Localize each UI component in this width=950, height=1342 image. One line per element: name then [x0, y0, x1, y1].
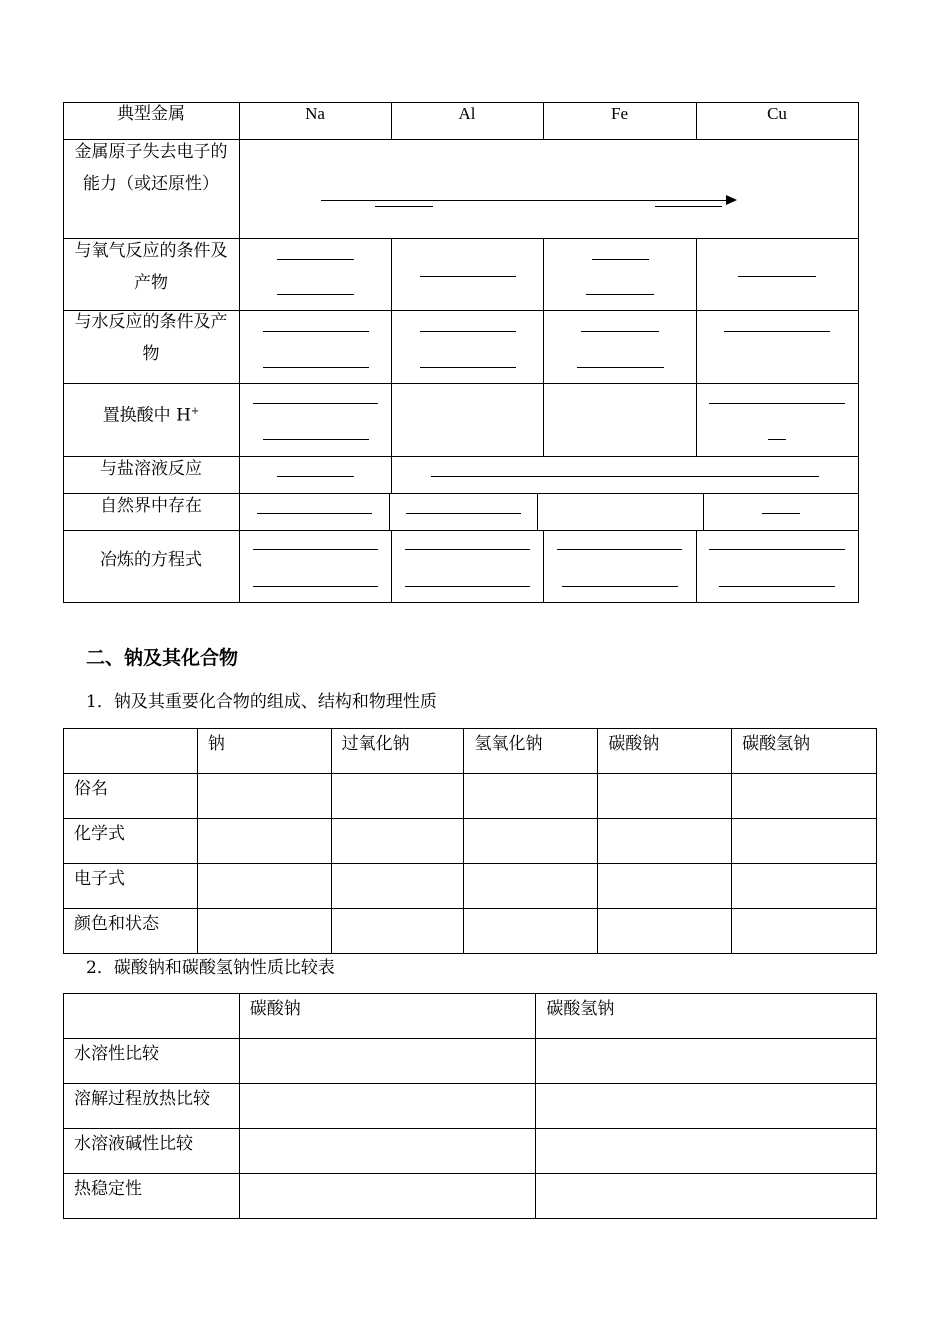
acid-label-sup: + — [190, 406, 200, 417]
arrow-head-icon — [726, 195, 737, 205]
table-row — [64, 1129, 877, 1174]
table-cell[interactable] — [536, 1084, 877, 1129]
oxygen-fe-blank-1 — [592, 259, 649, 260]
table-row — [64, 1174, 877, 1219]
header-cell-sodium-bicarbonate: 碳酸氢钠 — [732, 729, 877, 774]
table-cell[interactable] — [331, 774, 464, 819]
table-cell[interactable] — [598, 819, 732, 864]
oxygen-al-blank — [420, 276, 516, 277]
row-label-smelt: 冶炼的方程式 — [100, 550, 202, 570]
ability-blank-right — [655, 206, 722, 207]
subheading-2: 2．碳酸钠和碳酸氢钠性质比较表 — [86, 958, 335, 978]
table-row — [64, 1084, 877, 1129]
sodium-compounds-table — [63, 728, 877, 954]
header-cell-sodium-bicarbonate: 碳酸氢钠 — [536, 994, 877, 1039]
row-label-thermal-stability: 热稳定性 — [64, 1174, 240, 1219]
table-cell[interactable] — [197, 774, 331, 819]
row-label-solubility: 水溶性比较 — [64, 1039, 240, 1084]
row-label-oxygen: 与氧气反应的条件及产物 — [74, 241, 228, 293]
row-label-alkalinity: 水溶液碱性比较 — [64, 1129, 240, 1174]
row-label-electron-formula: 电子式 — [64, 864, 198, 909]
table-cell[interactable] — [239, 1084, 536, 1129]
smelt-fe-blank-1 — [557, 549, 682, 550]
header-cell-sodium-carbonate: 碳酸钠 — [239, 994, 536, 1039]
header-fe: Fe — [611, 104, 628, 123]
water-fe-blank-1 — [581, 331, 659, 332]
oxygen-cu-blank — [738, 276, 816, 277]
table-header-row — [64, 729, 877, 774]
table-cell[interactable] — [464, 819, 598, 864]
header-cell-sodium-peroxide: 过氧化钠 — [331, 729, 464, 774]
row-label-salt: 与盐溶液反应 — [100, 459, 202, 479]
water-cu-blank — [724, 331, 830, 332]
smelt-na-blank-1 — [253, 549, 378, 550]
table-cell[interactable] — [197, 819, 331, 864]
table-cell[interactable] — [464, 774, 598, 819]
oxygen-na-blank-1 — [277, 259, 354, 260]
header-typical-metal: 典型金属 — [117, 104, 185, 124]
table-cell[interactable] — [331, 819, 464, 864]
header-na: Na — [305, 104, 325, 123]
table-row — [64, 819, 877, 864]
table-cell[interactable] — [536, 1129, 877, 1174]
table-cell[interactable] — [331, 864, 464, 909]
water-na-blank-2 — [263, 367, 369, 368]
smelt-cu-blank-1 — [709, 549, 845, 550]
header-al: Al — [458, 104, 476, 123]
table-row — [64, 864, 877, 909]
table-row — [64, 1039, 877, 1084]
table-cell[interactable] — [732, 909, 877, 954]
header-cell-sodium-hydroxide: 氢氧化钠 — [464, 729, 598, 774]
table-row — [64, 909, 877, 954]
table-cell[interactable] — [732, 774, 877, 819]
water-na-blank-1 — [263, 331, 369, 332]
header-cell-sodium-carbonate: 碳酸钠 — [598, 729, 732, 774]
acid-na-blank-1 — [253, 403, 378, 404]
table-header-row — [64, 994, 877, 1039]
acid-cu-blank-2 — [768, 439, 786, 440]
nature-na-blank — [257, 513, 372, 514]
table-cell[interactable] — [536, 1174, 877, 1219]
nature-al-blank — [406, 513, 521, 514]
acid-na-blank-2 — [263, 439, 369, 440]
table-cell[interactable] — [732, 864, 877, 909]
water-al-blank-1 — [420, 331, 516, 332]
table-cell[interactable] — [239, 1129, 536, 1174]
table-cell[interactable] — [239, 1174, 536, 1219]
salt-others-blank — [431, 476, 819, 477]
table-cell[interactable] — [331, 909, 464, 954]
table-cell[interactable] — [598, 774, 732, 819]
row-label-dissolution-heat: 溶解过程放热比较 — [64, 1084, 240, 1129]
table-cell[interactable] — [598, 864, 732, 909]
row-label-formula: 化学式 — [64, 819, 198, 864]
header-cell-empty — [64, 994, 240, 1039]
row-label-ability: 金属原子失去电子的能力（或还原性） — [74, 142, 228, 194]
header-cu: Cu — [767, 104, 787, 123]
ability-arrow-shaft — [321, 200, 727, 201]
header-cell-empty — [64, 729, 198, 774]
water-al-blank-2 — [420, 367, 516, 368]
table-cell[interactable] — [197, 864, 331, 909]
salt-na-blank — [277, 476, 354, 477]
oxygen-na-blank-2 — [277, 294, 354, 295]
subheading-1: 1．钠及其重要化合物的组成、结构和物理性质 — [86, 692, 437, 712]
smelt-cu-blank-2 — [719, 586, 835, 587]
smelt-al-blank-1 — [405, 549, 530, 550]
nature-cu-blank — [762, 513, 800, 514]
table-cell[interactable] — [239, 1039, 536, 1084]
table-cell[interactable] — [464, 909, 598, 954]
smelt-al-blank-2 — [405, 586, 530, 587]
table-cell[interactable] — [197, 909, 331, 954]
row-label-water: 与水反应的条件及产物 — [74, 312, 228, 364]
row-label-color-state: 颜色和状态 — [64, 909, 198, 954]
smelt-fe-blank-2 — [562, 586, 678, 587]
ability-blank-left — [375, 206, 433, 207]
water-fe-blank-2 — [577, 367, 664, 368]
row-label-acid — [63, 396, 239, 432]
oxygen-fe-blank-2 — [586, 294, 654, 295]
table-cell[interactable] — [536, 1039, 877, 1084]
acid-label-text: 置换酸中 H — [102, 405, 191, 426]
acid-cu-blank-1 — [709, 403, 845, 404]
carbonate-comparison-table — [63, 993, 877, 1219]
table-cell[interactable] — [732, 819, 877, 864]
header-cell-sodium: 钠 — [197, 729, 331, 774]
row-label-common-name: 俗名 — [64, 774, 198, 819]
smelt-na-blank-2 — [253, 586, 378, 587]
table-cell[interactable] — [598, 909, 732, 954]
table-cell[interactable] — [464, 864, 598, 909]
section-title: 二、钠及其化合物 — [86, 647, 239, 669]
table-row — [64, 774, 877, 819]
row-label-nature: 自然界中存在 — [100, 496, 202, 516]
